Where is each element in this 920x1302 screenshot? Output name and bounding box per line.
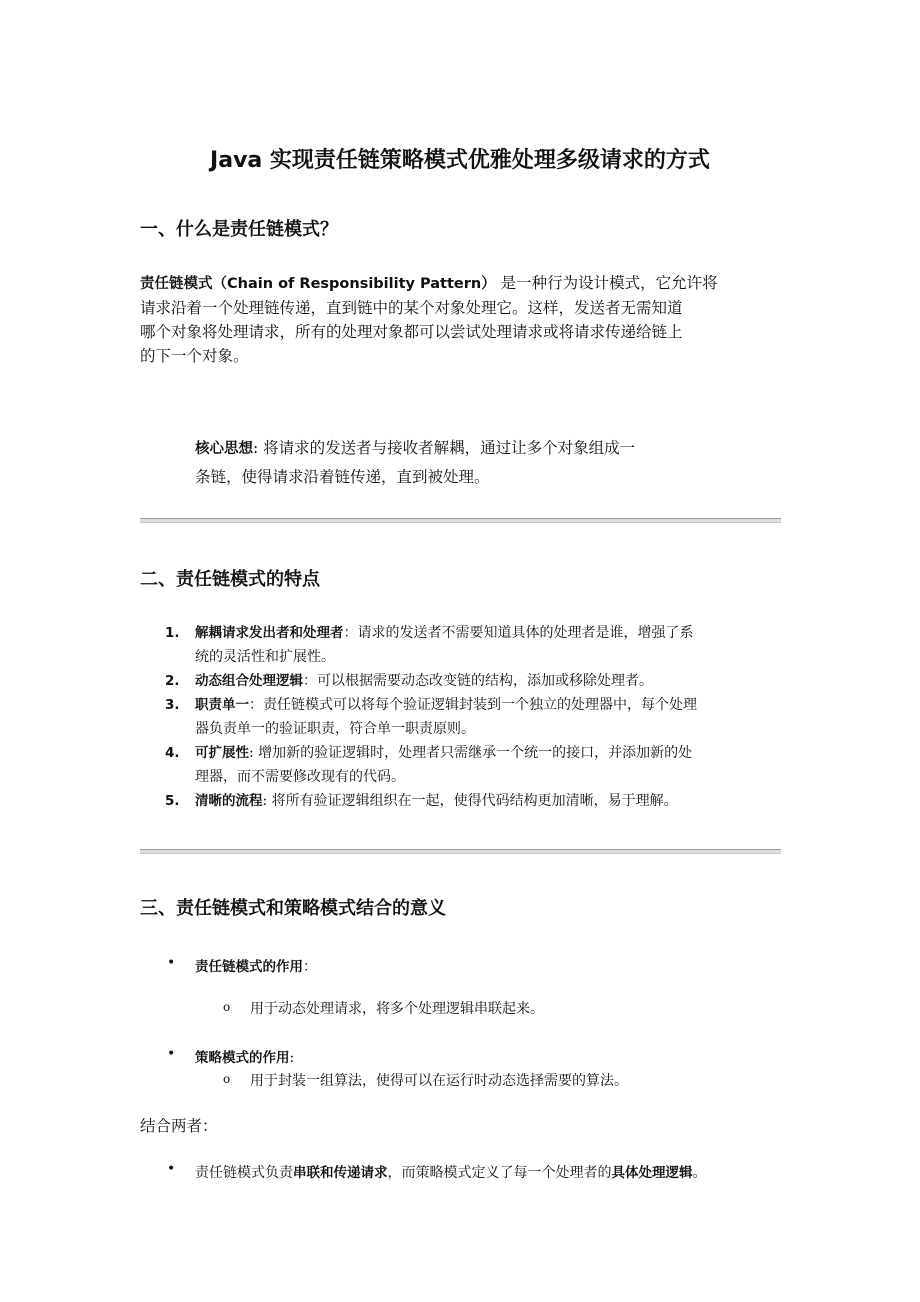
- combine-text-e: 。: [692, 1165, 707, 1181]
- circle-bullet-icon: o: [223, 1000, 231, 1014]
- item-label: 解耦请求发出者和处理者: [195, 625, 344, 641]
- divider-2: [140, 849, 781, 854]
- intro-term: 责任链模式（Chain of Responsibility Pattern）: [140, 276, 496, 292]
- combine-emph-1: 串联和传递请求: [293, 1165, 388, 1181]
- item-label: 清晰的流程: [195, 793, 263, 809]
- page-title: Java 实现责任链策略模式优雅处理多级请求的方式: [210, 148, 710, 173]
- item-number: 5.: [165, 793, 180, 809]
- bullet-icon: •: [167, 1161, 176, 1177]
- item-text: : 将所有验证逻辑组织在一起，使得代码结构更加清晰，易于理解。: [262, 793, 678, 809]
- item-label: 动态组合处理逻辑: [195, 673, 303, 689]
- bullet1-sub: 用于动态处理请求，将多个处理逻辑串联起来。: [250, 1001, 544, 1017]
- core-line1: : 将请求的发送者与接收者解耦，通过让多个对象组成一: [253, 439, 636, 457]
- bullet-icon: •: [167, 955, 176, 971]
- bullet1: [195, 955, 317, 976]
- bullet1-label: 责任链模式的作用: [195, 959, 303, 975]
- bullet1-colon: ：: [303, 959, 317, 975]
- circle-bullet-icon: o: [223, 1072, 231, 1086]
- combine-text-a: 责任链模式负责: [195, 1165, 293, 1181]
- combine-bullet: [195, 1161, 707, 1182]
- item-number: 4.: [165, 745, 180, 761]
- item-text: ：责任链模式可以将每个验证逻辑封装到一个独立的处理器中，每个处理: [249, 697, 697, 713]
- item-text-cont: 理器，而不需要修改现有的代码。: [195, 769, 405, 785]
- item-number: 1.: [165, 625, 180, 641]
- item-label: 职责单一: [195, 697, 249, 713]
- combine-text-c: ，而策略模式定义了每一个处理者的: [387, 1165, 612, 1181]
- combine-text: 结合两者：: [140, 1117, 218, 1135]
- list-item: [165, 741, 785, 789]
- bullet2-label: 策略模式的作用: [195, 1050, 290, 1066]
- item-number: 3.: [165, 697, 180, 713]
- section1-intro: [140, 271, 782, 368]
- intro-line4: 的下一个对象。: [140, 347, 249, 365]
- item-label: 可扩展性: [195, 745, 249, 761]
- list-item: [165, 621, 785, 669]
- features-list: [165, 621, 785, 813]
- item-number: 2.: [165, 673, 180, 689]
- section3-heading: 三、责任链模式和策略模式结合的意义: [140, 898, 446, 919]
- item-text: : 增加新的验证逻辑时，处理者只需继承一个统一的接口，并添加新的处: [249, 745, 693, 761]
- combine-emph-2: 具体处理逻辑: [611, 1165, 693, 1181]
- core-idea-block: [195, 434, 755, 491]
- item-text-cont: 器负责单一的验证职责，符合单一职责原则。: [195, 721, 475, 737]
- bullet2: [195, 1046, 294, 1066]
- core-line2: 条链，使得请求沿着链传递，直到被处理。: [195, 468, 490, 486]
- section1-heading: 一、什么是责任链模式？: [140, 219, 338, 240]
- list-item: [165, 789, 785, 813]
- divider-1: [140, 518, 781, 523]
- core-label: 核心思想: [195, 441, 253, 457]
- bullet2-colon: :: [289, 1050, 295, 1066]
- list-item: [165, 693, 785, 741]
- item-text: ：可以根据需要动态改变链的结构，添加或移除处理者。: [303, 673, 653, 689]
- list-item: [165, 669, 785, 693]
- intro-line2: 请求沿着一个处理链传递，直到链中的某个对象处理它。这样，发送者无需知道: [140, 299, 683, 317]
- section2-heading: 二、责任链模式的特点: [140, 569, 320, 590]
- intro-line1: 是一种行为设计模式，它允许将: [495, 274, 718, 292]
- item-text: ：请求的发送者不需要知道具体的处理者是谁，增强了系: [343, 625, 694, 641]
- bullet2-sub: 用于封装一组算法，使得可以在运行时动态选择需要的算法。: [250, 1073, 628, 1089]
- item-text-cont: 统的灵活性和扩展性。: [195, 649, 335, 665]
- bullet-icon: •: [167, 1046, 176, 1062]
- intro-line3: 哪个对象将处理请求，所有的处理对象都可以尝试处理请求或将请求传递给链上: [140, 323, 683, 341]
